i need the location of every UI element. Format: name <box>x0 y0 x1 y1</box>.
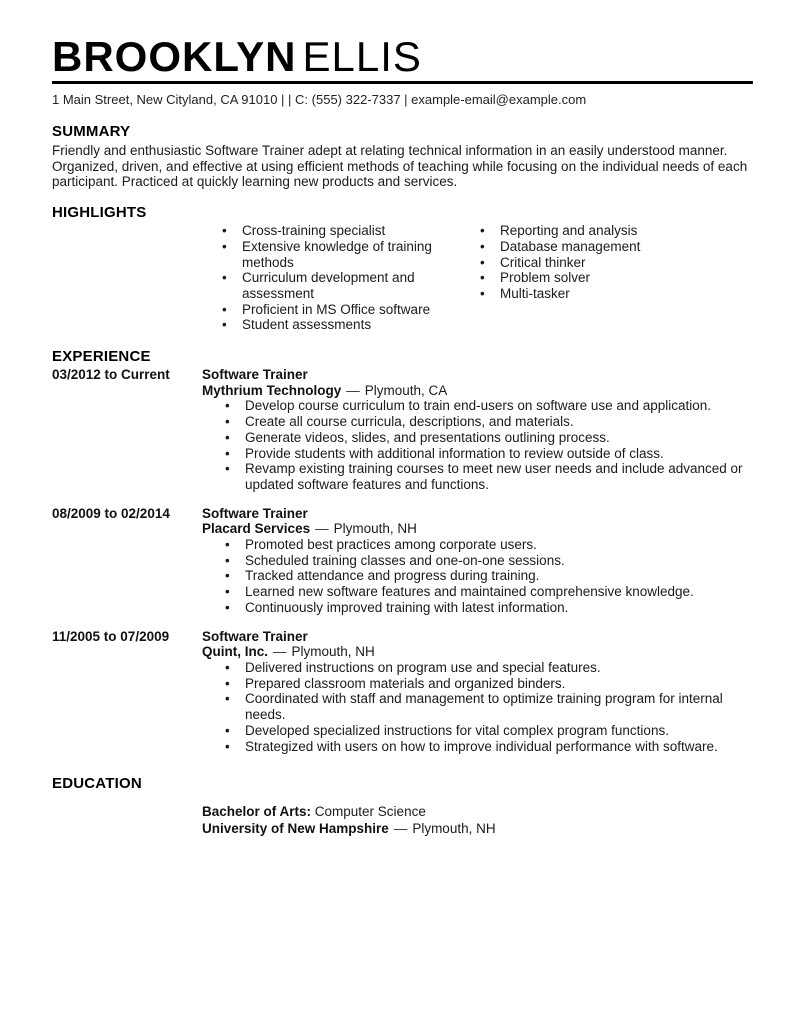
highlight-item: • Critical thinker <box>460 255 753 271</box>
highlight-item: • Proficient in MS Office software <box>202 302 460 318</box>
job-location: Plymouth, NH <box>291 644 375 660</box>
job-body <box>202 367 753 493</box>
dash-separator: — <box>315 521 329 537</box>
job-bullet-list <box>202 660 753 754</box>
job-bullet: • Coordinated with staff and management to optimize training program for internal needs. <box>202 691 753 722</box>
job-location: Plymouth, NH <box>333 521 417 537</box>
section-experience <box>52 349 753 754</box>
job-dates: 11/2005 to 07/2009 <box>52 628 170 644</box>
job-bullet: • Continuously improved training with latest information. <box>202 600 753 616</box>
section-summary <box>52 124 753 190</box>
highlight-item: • Extensive knowledge of training methods <box>202 239 460 270</box>
job-bullet: • Promoted best practices among corporate users. <box>202 537 753 553</box>
job-dates: 03/2012 to Current <box>52 367 170 383</box>
highlights-heading: HIGHLIGHTS <box>52 204 147 222</box>
job-title: Software Trainer <box>202 505 308 521</box>
job-bullet: • Scheduled training classes and one-on-one sessions. <box>202 553 753 569</box>
section-highlights <box>52 205 753 333</box>
job-bullet: • Generate videos, slides, and presentations outlining process. <box>202 430 753 446</box>
last-name: ELLIS <box>302 33 422 80</box>
education-school-line <box>202 821 753 837</box>
job-body <box>202 506 753 616</box>
company-name: Mythrium Technology <box>202 382 342 398</box>
contact-line: 1 Main Street, New Cityland, CA 91010 | | C: (555) 322-7337 | example-email@example.com <box>52 92 587 107</box>
school-location: Plymouth, NH <box>412 820 496 836</box>
job-bullet: • Tracked attendance and progress during training. <box>202 568 753 584</box>
job-bullet: • Strategized with users on how to improve individual performance with software. <box>202 739 753 755</box>
highlights-columns <box>202 223 753 333</box>
job-bullet: • Revamp existing training courses to meet new user needs and include advanced or updated software features and functions. <box>202 461 753 492</box>
job-company-line <box>202 383 753 399</box>
school-name: University of New Hampshire <box>202 820 389 836</box>
job-bullet-list <box>202 537 753 616</box>
highlights-column-2 <box>460 223 753 333</box>
highlights-column-1 <box>202 223 460 333</box>
degree-label: Bachelor of Arts: <box>202 804 312 820</box>
highlight-item: • Reporting and analysis <box>460 223 753 239</box>
education-content <box>202 804 753 837</box>
dash-separator: — <box>393 820 408 836</box>
job-title: Software Trainer <box>202 367 308 383</box>
experience-heading: EXPERIENCE <box>52 348 151 366</box>
summary-heading: SUMMARY <box>52 123 131 140</box>
dash-separator: — <box>346 382 360 398</box>
job-bullet: • Developed specialized instructions for vital complex program functions. <box>202 723 753 739</box>
section-education <box>52 776 753 837</box>
job-entry <box>52 629 753 755</box>
highlight-item: • Student assessments <box>202 317 460 333</box>
job-company-line <box>202 521 753 537</box>
name-heading <box>52 0 753 78</box>
job-bullet: • Create all course curricula, descriptions, and materials. <box>202 414 753 430</box>
job-dates: 08/2009 to 02/2014 <box>52 505 170 521</box>
first-name: BROOKLYN <box>52 33 297 80</box>
education-heading: EDUCATION <box>52 775 142 793</box>
summary-text: Friendly and enthusiastic Software Trainer adept at relating technical information in an easily understood manner. Organized, driven, and effective at using efficient methods of teaching while focusing on the individual needs of each participant. Practiced at quickly learning new products and services. <box>52 143 748 190</box>
job-entry <box>52 367 753 493</box>
highlight-item: • Curriculum development and assessment <box>202 270 460 301</box>
dash-separator: — <box>273 644 287 660</box>
degree-field: Computer Science <box>314 804 426 820</box>
job-title: Software Trainer <box>202 628 308 644</box>
education-degree-line <box>202 804 753 820</box>
job-bullet: • Provide students with additional information to review outside of class. <box>202 446 753 462</box>
highlight-item: • Problem solver <box>460 270 753 286</box>
job-entry <box>52 506 753 616</box>
company-name: Quint, Inc. <box>202 644 268 660</box>
header-rule <box>52 81 753 84</box>
highlight-item: • Multi-tasker <box>460 286 753 302</box>
job-location: Plymouth, CA <box>364 382 448 398</box>
job-bullet: • Develop course curriculum to train end-users on software use and application. <box>202 398 753 414</box>
job-bullet: • Learned new software features and maintained comprehensive knowledge. <box>202 584 753 600</box>
job-company-line <box>202 644 753 660</box>
highlight-item: • Database management <box>460 239 753 255</box>
highlight-item: • Cross-training specialist <box>202 223 460 239</box>
job-body <box>202 629 753 755</box>
job-bullet-list <box>202 398 753 492</box>
job-bullet: • Delivered instructions on program use and special features. <box>202 660 753 676</box>
company-name: Placard Services <box>202 521 311 537</box>
job-bullet: • Prepared classroom materials and organized binders. <box>202 676 753 692</box>
